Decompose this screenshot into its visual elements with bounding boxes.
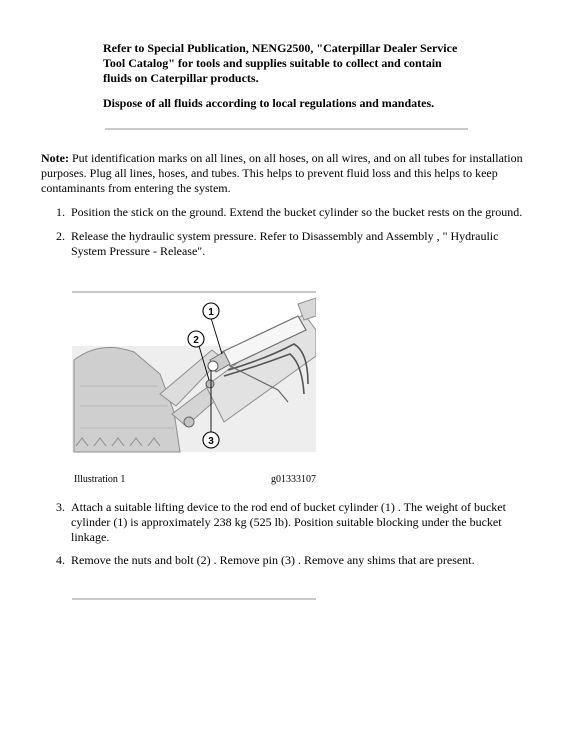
step-text: Remove the nuts and bolt (2) . Remove pin (3) . Remove any shims that are present.	[71, 553, 475, 567]
note-paragraph	[41, 151, 531, 196]
caution-paragraph-tools: Refer to Special Publication, NENG2500, "Caterpillar Dealer Service Tool Catalog" for tools and supplies suitable to collect and contain fluids on Caterpillar products.	[103, 41, 458, 85]
step-4	[56, 553, 526, 568]
step-2	[56, 229, 501, 259]
illustration-label: Illustration 1	[74, 474, 126, 485]
step-3	[56, 500, 511, 545]
illustration-image	[72, 294, 316, 458]
illustration-id: g01333107	[271, 474, 316, 485]
step-text: Release the hydraulic system pressure. Refer to Disassembly and Assembly , " Hydraulic System Pressure - Release".	[71, 229, 499, 258]
step-number: 2.	[56, 229, 65, 243]
callout-2-label: 2	[193, 335, 199, 346]
step-text: Attach a suitable lifting device to the rod end of bucket cylinder (1) . The weight of bucket cylinder (1) is approximately 238 kg (525 lb). Position suitable blocking under the bucket linkage.	[71, 500, 506, 544]
step-number: 3.	[56, 500, 65, 514]
bottom-divider	[72, 598, 316, 600]
callout-3-label: 3	[208, 436, 214, 447]
step-number: 1.	[56, 205, 65, 219]
step-1	[56, 205, 526, 220]
bucket-cylinder-drawing	[72, 294, 316, 458]
step-text: Position the stick on the ground. Extend the bucket cylinder so the bucket rests on the ground.	[71, 205, 523, 219]
caution-paragraph-dispose: Dispose of all fluids according to local regulations and mandates.	[103, 96, 435, 110]
caution-divider	[105, 128, 468, 130]
callout-1-label: 1	[208, 307, 214, 318]
note-label: Note:	[41, 151, 69, 165]
illustration-top-divider	[72, 291, 316, 293]
step-number: 4.	[56, 553, 65, 567]
note-text: Put identification marks on all lines, on all hoses, on all wires, and on all tubes for installation purposes. Plug all lines, hoses, and tubes. This helps to prevent fluid loss and this helps to keep contaminants from entering the system.	[41, 151, 523, 195]
